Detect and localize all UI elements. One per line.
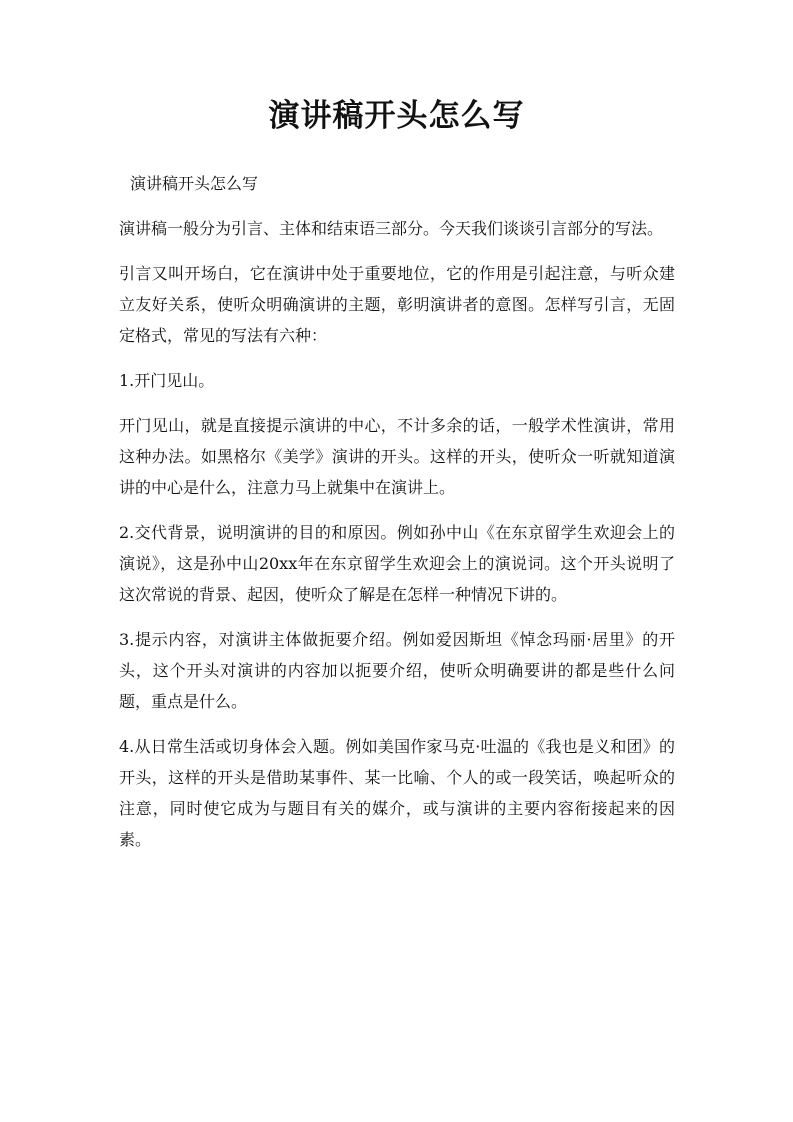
paragraph-intro: 演讲稿一般分为引言、主体和结束语三部分。今天我们谈谈引言部分的写法。 (119, 219, 664, 238)
paragraph-item-2: 2.交代背景，说明演讲的目的和原因。例如孙中山《在东京留学生欢迎会上的演说》，这是孙中山20xx年在东京留学生欢迎会上的演说词。这个开头说明了这次常说的背景、起因，使听众了解是在怎样一种情况下讲的。 (119, 523, 675, 604)
document-title: 演讲稿开头怎么写 (268, 98, 525, 134)
paragraph-item-1-heading: 1.开门见山。 (119, 371, 215, 390)
paragraph-preface: 引言又叫开场白，它在演讲中处于重要地位，它的作用是引起注意，与听众建立友好关系，使听众明确演讲的主题，彰明演讲者的意图。怎样写引言，无固定格式，常见的写法有六种： (119, 264, 675, 345)
paragraph-item-4: 4.从日常生活或切身体会入题。例如美国作家马克·吐温的《我也是义和团》的开头，这样的开头是借助某事件、某一比喻、个人的或一段笑话，唤起听众的注意，同时使它成为与题目有关的媒介，或与演讲的主要内容衔接起来的因素。 (119, 737, 675, 849)
document-body (119, 213, 675, 869)
document-subtitle: 演讲稿开头怎么写 (130, 174, 259, 193)
paragraph-item-3: 3.提示内容，对演讲主体做扼要介绍。例如爱因斯坦《悼念玛丽·居里》的开头，这个开头对演讲的内容加以扼要介绍，使听众明确要讲的都是些什么问题，重点是什么。 (119, 630, 675, 711)
paragraph-item-1-body: 开门见山，就是直接提示演讲的中心，不计多余的话，一般学术性演讲，常用这种办法。如黑格尔《美学》演讲的开头。这样的开头，使听众一听就知道演讲的中心是什么，注意力马上就集中在演讲上。 (119, 416, 675, 497)
